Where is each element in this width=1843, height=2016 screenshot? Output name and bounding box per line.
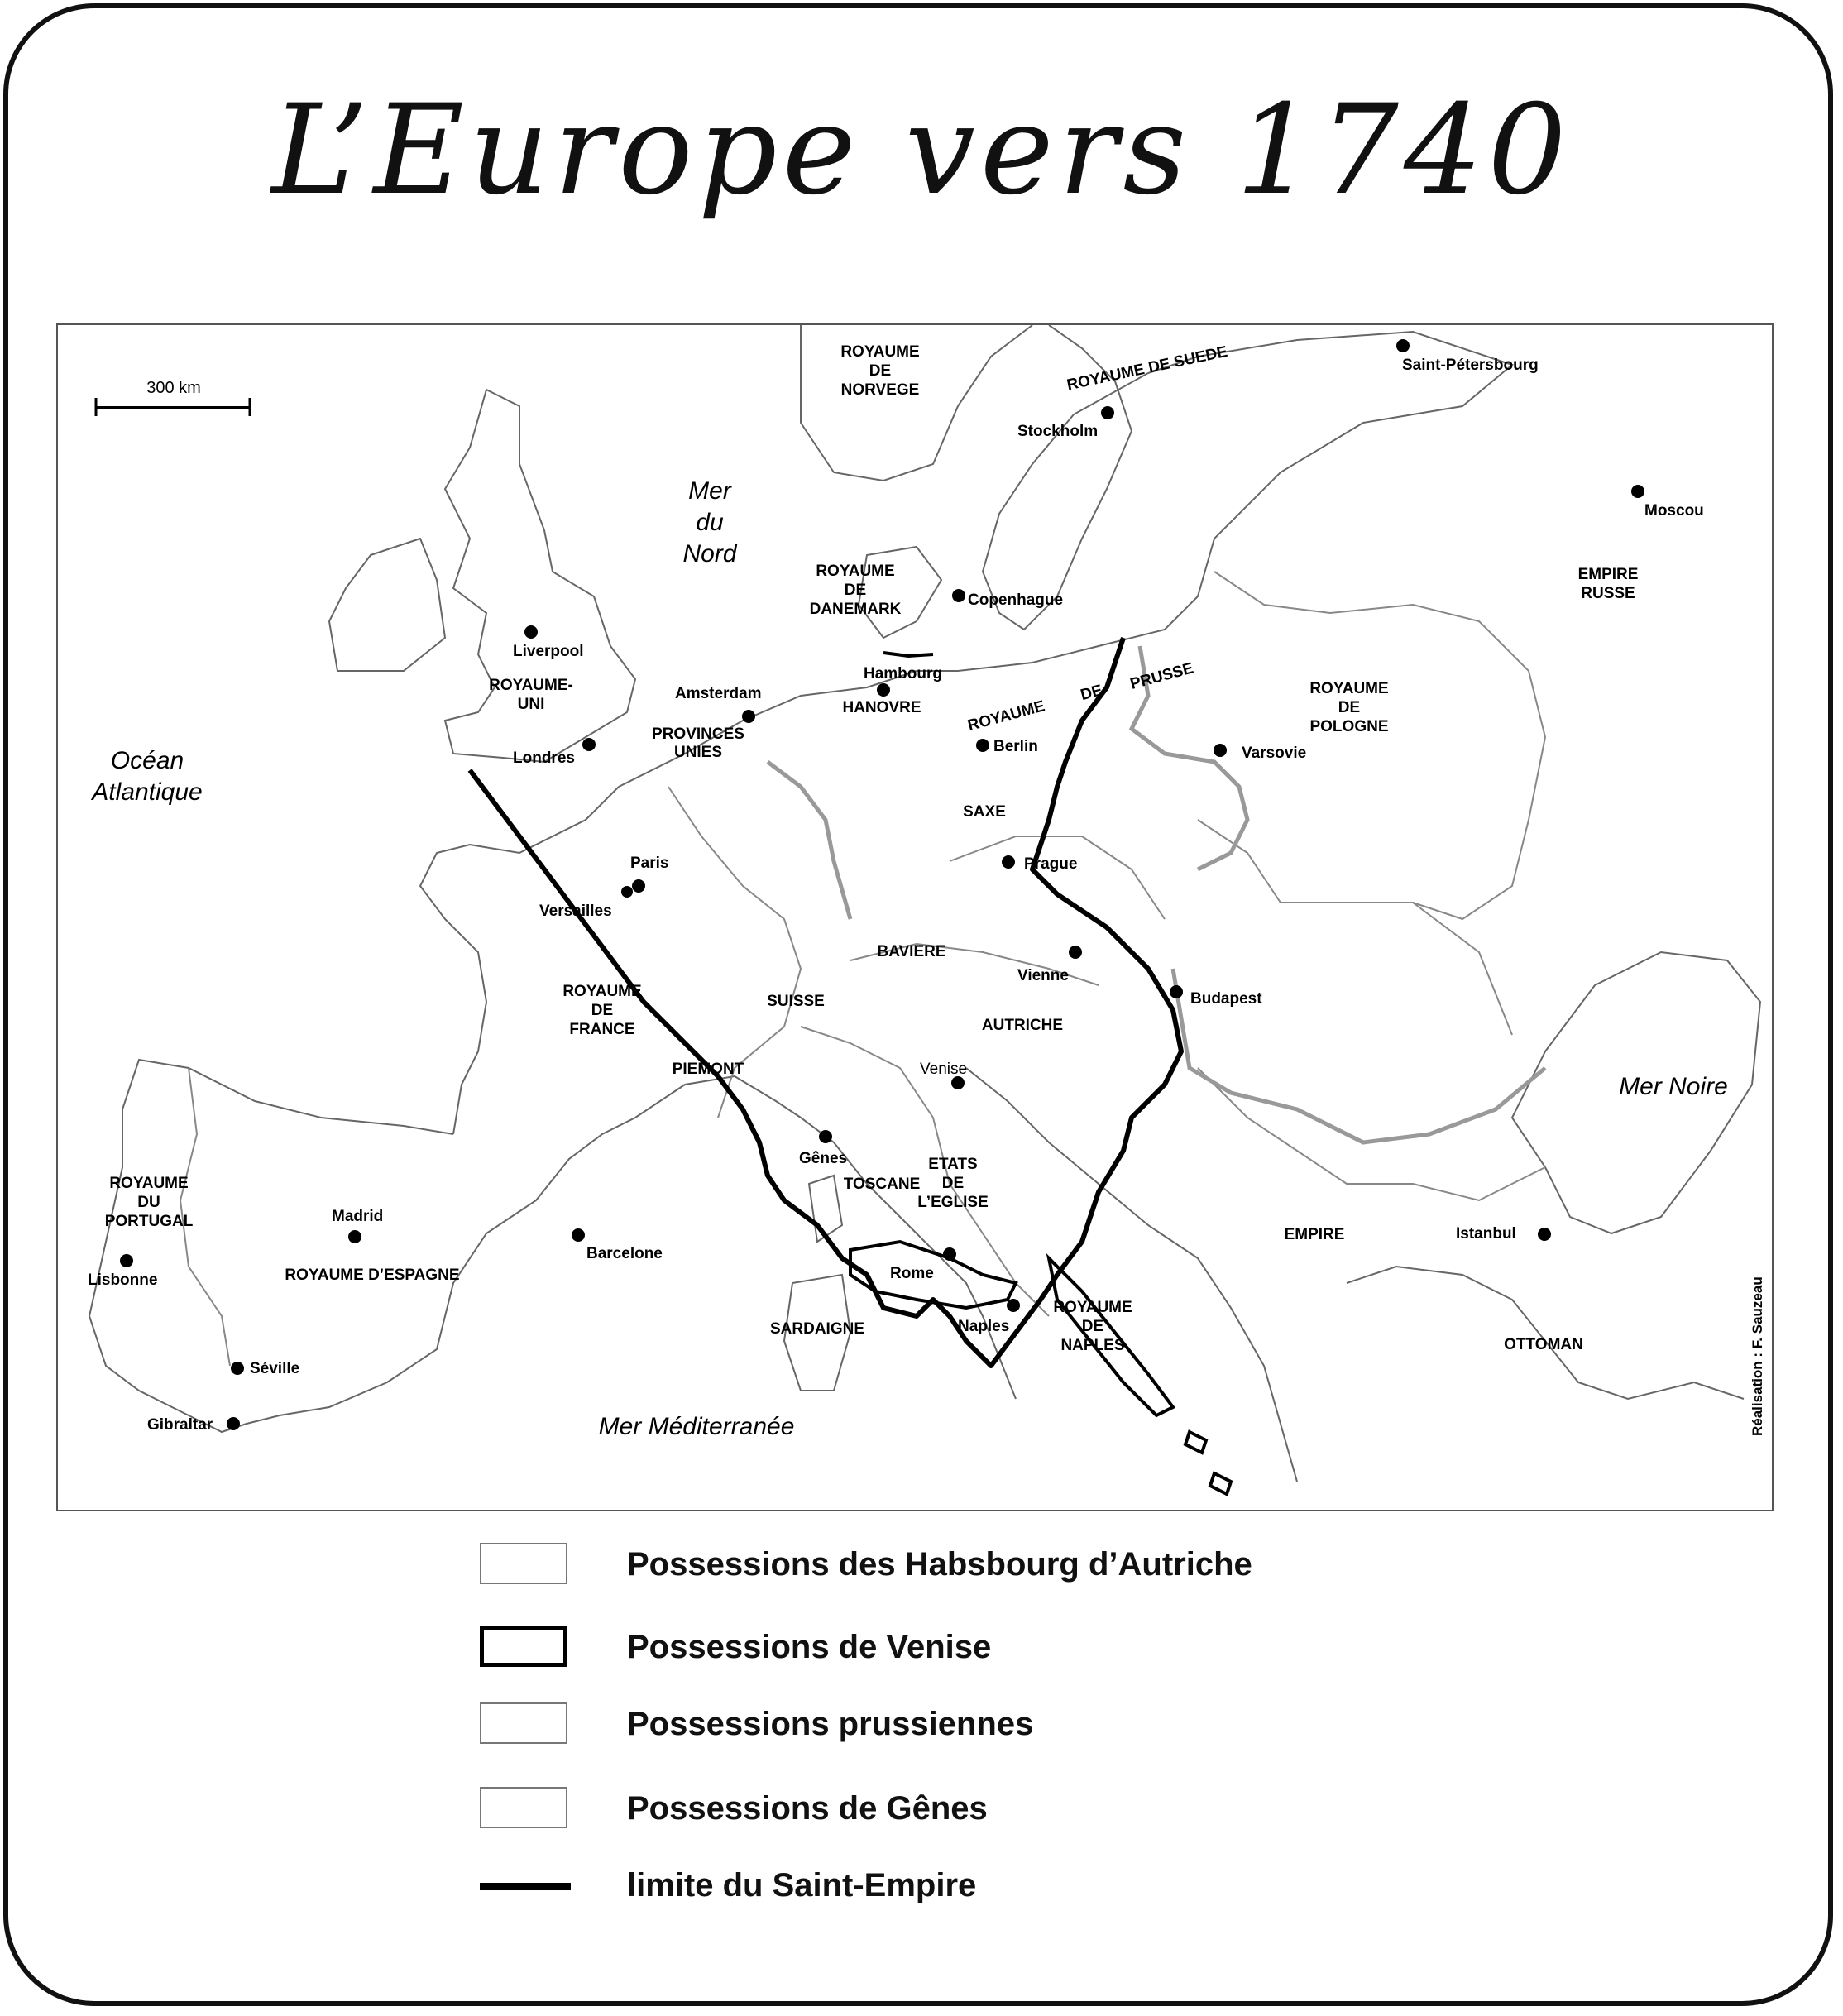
state-norvege-1: ROYAUME [840, 343, 920, 361]
city-venise: Venise [920, 1061, 968, 1078]
city-madrid: Madrid [332, 1208, 384, 1225]
city-versailles: Versailles [539, 903, 612, 920]
city-budapest: Budapest [1190, 990, 1262, 1008]
state-norvege-2: DE [869, 362, 892, 380]
state-france-3: FRANCE [569, 1021, 635, 1038]
state-prusse-1: ROYAUME [965, 697, 1047, 735]
state-suede: ROYAUME DE SUEDE [1065, 342, 1229, 395]
city-dot-seville [231, 1362, 244, 1375]
europe-map [56, 323, 1774, 1511]
city-genes: Gênes [799, 1150, 848, 1167]
state-saxe: SAXE [963, 803, 1006, 821]
sea-north-3: Nord [682, 540, 737, 567]
state-prusse-3: PRUSSE [1128, 659, 1196, 693]
city-dot-lisbonne [120, 1254, 133, 1267]
legend-row-empire [480, 1864, 1472, 1908]
city-dot-varsovie [1214, 744, 1227, 757]
sea-atlantic-2: Atlantique [92, 778, 203, 806]
city-hambourg: Hambourg [864, 665, 942, 682]
city-liverpool: Liverpool [513, 643, 584, 660]
city-varsovie: Varsovie [1242, 745, 1307, 762]
city-dot-copenhague [952, 589, 965, 602]
city-dot-vienne [1069, 946, 1082, 959]
city-dot-budapest [1170, 985, 1183, 998]
city-dot-londres [582, 738, 596, 751]
state-portugal-2: DU [137, 1194, 160, 1211]
state-eglise-2: DE [941, 1175, 965, 1192]
city-dot-amsterdam [742, 710, 755, 723]
state-ottoman-1: EMPIRE [1284, 1226, 1345, 1243]
state-eglise-3: L’EGLISE [917, 1194, 989, 1211]
state-danemark-1: ROYAUME [816, 563, 895, 580]
legend-swatch-genes [480, 1787, 567, 1828]
city-copenhague: Copenhague [968, 591, 1064, 609]
legend-swatch-prusse [480, 1702, 567, 1744]
city-paris: Paris [630, 855, 669, 872]
state-baviere: BAVIERE [877, 943, 946, 960]
state-sardaigne: SARDAIGNE [769, 1320, 865, 1338]
state-russie-1: EMPIRE [1577, 566, 1639, 583]
state-norvege-3: NORVEGE [840, 381, 920, 399]
city-dot-versailles [621, 886, 633, 898]
city-barcelone: Barcelone [586, 1245, 663, 1262]
legend-row-venise [480, 1626, 1472, 1670]
state-pologne-3: POLOGNE [1309, 718, 1389, 735]
sea-black: Mer Noire [1619, 1073, 1728, 1100]
sea-atlantic-1: Océan [110, 747, 184, 774]
city-dot-genes [819, 1130, 832, 1143]
city-dot-gibraltar [227, 1417, 240, 1430]
city-amsterdam: Amsterdam [675, 685, 762, 702]
city-dot-naples [1007, 1299, 1020, 1312]
city-berlin: Berlin [993, 738, 1038, 755]
city-dot-barcelone [572, 1228, 585, 1242]
city-vienne: Vienne [1017, 967, 1069, 984]
legend-row-genes [480, 1787, 1472, 1832]
scale-label: 300 km [146, 379, 201, 397]
city-dot-venise [951, 1076, 965, 1089]
state-russie-2: RUSSE [1581, 585, 1635, 602]
state-pologne-1: ROYAUME [1309, 680, 1389, 697]
city-dot-stpetersbourg [1396, 339, 1410, 352]
city-londres: Londres [513, 749, 575, 767]
state-provinces-1: PROVINCES [652, 725, 744, 743]
city-dot-moscou [1631, 485, 1644, 498]
state-naples-1: ROYAUME [1053, 1299, 1132, 1316]
state-provinces-2: UNIES [673, 744, 723, 761]
city-stpetersbourg: Saint-Pétersbourg [1402, 357, 1539, 374]
city-dot-hambourg [877, 683, 890, 697]
state-toscane: TOSCANE [843, 1176, 921, 1193]
sea-north-1: Mer [688, 477, 731, 505]
city-stockholm: Stockholm [1017, 423, 1099, 440]
state-danemark-3: DANEMARK [809, 601, 902, 618]
state-france-1: ROYAUME [562, 983, 642, 1000]
state-portugal-3: PORTUGAL [104, 1213, 194, 1230]
state-suisse: SUISSE [767, 993, 825, 1010]
city-dot-liverpool [524, 625, 538, 639]
city-dot-prague [1002, 855, 1015, 869]
city-istanbul: Istanbul [1456, 1225, 1516, 1243]
state-piemont: PIEMONT [672, 1061, 744, 1078]
legend-label-prusse: Possessions prussiennes [627, 1706, 1034, 1742]
legend-label-habsbourg: Possessions des Habsbourg d’Autriche [627, 1546, 1252, 1583]
map-border [57, 324, 1773, 1511]
city-dot-istanbul [1538, 1228, 1551, 1241]
state-eglise-1: ETATS [928, 1156, 978, 1173]
city-dot-stockholm [1101, 406, 1114, 419]
state-ottoman-2: OTTOMAN [1504, 1336, 1583, 1353]
city-gibraltar: Gibraltar [147, 1416, 213, 1434]
state-espagne: ROYAUME D’ESPAGNE [285, 1267, 460, 1284]
city-lisbonne: Lisbonne [88, 1271, 158, 1289]
state-prusse-2: DE [1079, 682, 1105, 705]
city-moscou: Moscou [1644, 502, 1704, 520]
state-uk-2: UNI [517, 696, 545, 713]
city-dot-rome [943, 1247, 956, 1261]
legend-label-genes: Possessions de Gênes [627, 1790, 988, 1827]
state-france-2: DE [591, 1002, 614, 1019]
legend-label-venise: Possessions de Venise [627, 1629, 992, 1665]
legend-swatch-habsbourg [480, 1543, 567, 1584]
legend-swatch-empire [480, 1883, 571, 1890]
state-hanovre: HANOVRE [842, 699, 922, 716]
city-dot-paris [632, 879, 645, 893]
city-rome: Rome [890, 1265, 934, 1282]
legend-row-prusse [480, 1702, 1472, 1747]
state-pologne-2: DE [1338, 699, 1361, 716]
state-portugal-1: ROYAUME [109, 1175, 189, 1192]
sea-north-2: du [696, 509, 724, 536]
map-title: L’Europe vers 1740 [271, 79, 1572, 223]
city-prague: Prague [1024, 855, 1078, 873]
legend-swatch-venise [480, 1626, 567, 1667]
city-naples: Naples [958, 1318, 1010, 1335]
state-danemark-2: DE [844, 582, 867, 599]
city-dot-madrid [348, 1230, 361, 1243]
state-naples-3: NAPLES [1060, 1337, 1125, 1354]
legend-label-empire: limite du Saint-Empire [627, 1867, 977, 1903]
map-credit: Réalisation : F. Sauzeau [1750, 1276, 1765, 1436]
state-naples-2: DE [1081, 1318, 1104, 1335]
sea-med: Mer Méditerranée [598, 1413, 795, 1440]
legend-row-habsbourg [480, 1543, 1472, 1587]
city-seville: Séville [250, 1360, 300, 1377]
state-autriche: AUTRICHE [981, 1017, 1064, 1034]
city-dot-berlin [976, 739, 989, 752]
state-uk-1: ROYAUME- [489, 677, 573, 694]
